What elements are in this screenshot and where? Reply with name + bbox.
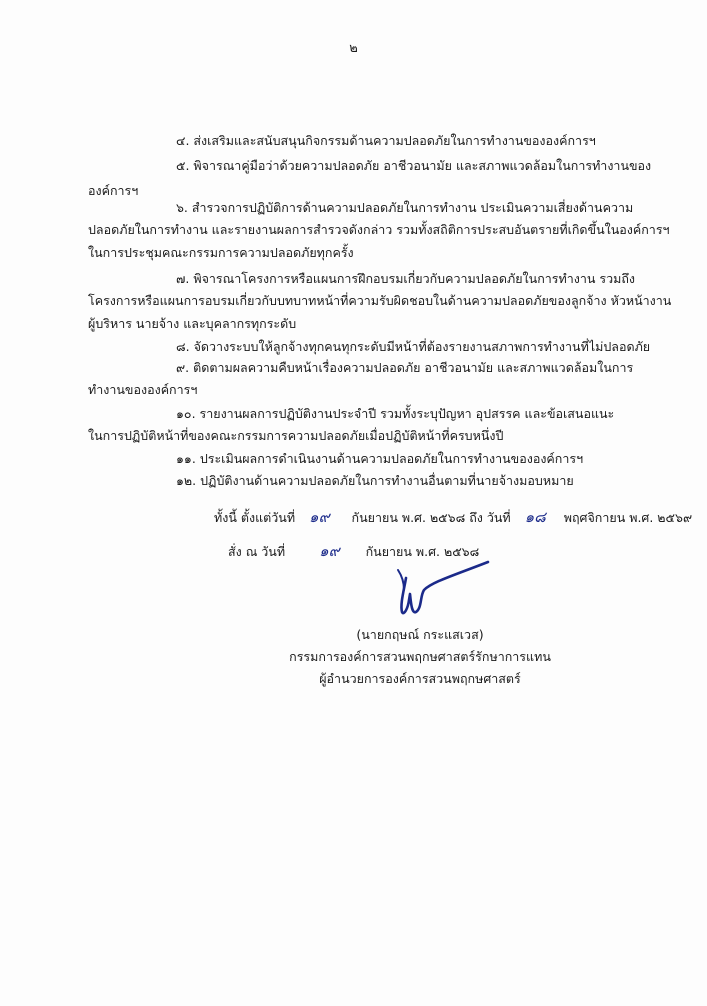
ordered-day: ๑๙ bbox=[319, 542, 340, 560]
list-item-5-cont: องค์การฯ bbox=[88, 183, 139, 198]
list-item-9-cont: ทำงานขององค์การฯ bbox=[88, 382, 198, 397]
list-item-8: ๘. จัดวางระบบให้ลูกจ้างทุกคนทุกระดับมีหน้าที่ต้องรายงานสภาพการทำงานที่ไม่ปลอดภัย bbox=[176, 339, 651, 354]
list-item-6: ๖. สำรวจการปฏิบัติการด้านความปลอดภัยในการทำงาน ประเมินความเสี่ยงด้านความ bbox=[176, 200, 634, 215]
ordered-rest: กันยายน พ.ศ. ๒๕๖๘ bbox=[365, 544, 480, 559]
ordered-date bbox=[228, 543, 479, 560]
list-item-6-cont-1: ปลอดภัยในการทำงาน และรายงานผลการสำรวจดังกล่าว รวมทั้งสถิติการประสบอันตรายที่เกิดขึ้นในองค์การฯ bbox=[88, 222, 670, 237]
list-item-4: ๔. ส่งเสริมและสนับสนุนกิจกรรมด้านความปลอดภัยในการทำงานขององค์การฯ bbox=[176, 133, 596, 148]
signatory-name: (นายกฤษณ์ กระแสเวส) bbox=[356, 627, 484, 642]
list-item-9: ๙. ติดตามผลความคืบหน้าเรื่องความปลอดภัย อาชีวอนามัย และสภาพแวดล้อมในการ bbox=[176, 360, 634, 375]
list-item-12: ๑๒. ปฏิบัติงานด้านความปลอดภัยในการทำงานอื่นตามที่นายจ้างมอบหมาย bbox=[176, 473, 574, 488]
list-item-7-cont-1: โครงการหรือแผนการอบรมเกี่ยวกับบทบาทหน้าที่ความรับผิดชอบในด้านความปลอดภัยของลูกจ้าง หัวหน้างาน bbox=[88, 293, 672, 308]
signatory-title-1: กรรมการองค์การสวนพฤกษศาสตร์รักษาการแทน bbox=[289, 649, 551, 664]
effective-prefix: ทั้งนี้ ตั้งแต่วันที่ bbox=[214, 510, 296, 525]
effective-end-rest: พฤศจิกายน พ.ศ. ๒๕๖๙ bbox=[563, 510, 693, 525]
list-item-10-cont: ในการปฏิบัติหน้าที่ของคณะกรรมการความปลอดภัยเมื่อปฏิบัติหน้าที่ครบหนึ่งปี bbox=[88, 428, 504, 443]
signatory-title-2: ผู้อำนวยการองค์การสวนพฤกษศาสตร์ bbox=[319, 671, 521, 686]
effective-period bbox=[214, 509, 692, 526]
list-item-10: ๑๐. รายงานผลการปฏิบัติงานประจำปี รวมทั้งระบุปัญหา อุปสรรค และข้อเสนอแนะ bbox=[176, 406, 615, 421]
effective-end-day: ๑๘ bbox=[524, 508, 546, 526]
list-item-7-cont-2: ผู้บริหาร นายจ้าง และบุคลากรทุกระดับ bbox=[88, 316, 297, 331]
list-item-7: ๗. พิจารณาโครงการหรือแผนการฝึกอบรมเกี่ยวกับความปลอดภัยในการทำงาน รวมถึง bbox=[176, 271, 636, 286]
list-item-11: ๑๑. ประเมินผลการดำเนินงานด้านความปลอดภัยในการทำงานขององค์การฯ bbox=[176, 451, 584, 466]
effective-start-rest: กันยายน พ.ศ. ๒๕๖๘ ถึง วันที่ bbox=[351, 510, 511, 525]
list-item-6-cont-2: ในการประชุมคณะกรรมการความปลอดภัยทุกครั้ง bbox=[88, 245, 354, 260]
page-number: ๒ bbox=[349, 41, 358, 56]
list-item-5: ๕. พิจารณาคู่มือว่าด้วยความปลอดภัย อาชีวอนามัย และสภาพแวดล้อมในการทำงานของ bbox=[176, 158, 652, 173]
ordered-prefix: สั่ง ณ วันที่ bbox=[228, 544, 286, 559]
signature bbox=[392, 560, 502, 620]
effective-start-day: ๑๙ bbox=[309, 508, 330, 526]
